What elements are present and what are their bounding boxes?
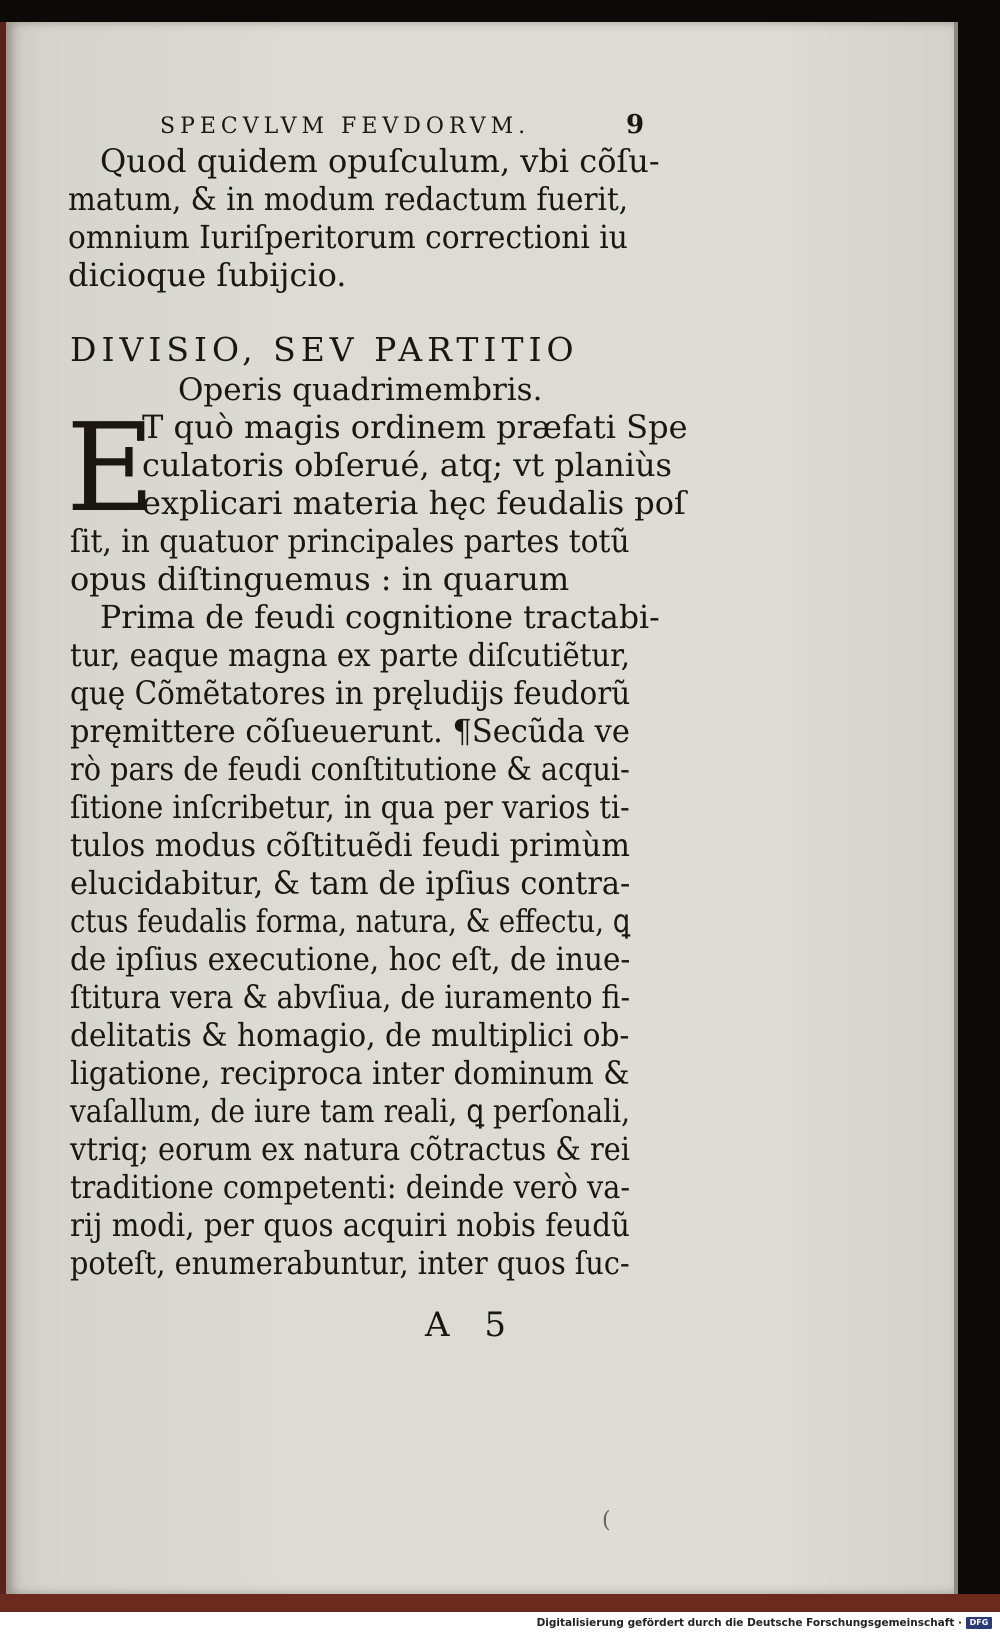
intro-line: matum, & in modum redactum fuerit,: [68, 180, 629, 218]
digitization-credit: Digitalisierung gefördert durch die Deutsche Forschungsgemeinschaft ·: [536, 1617, 962, 1629]
body-line: tur, eaque magna ex parte diſcutiẽtur,: [70, 636, 631, 674]
body-line: traditione competenti: deinde verò va-: [70, 1168, 631, 1206]
body-line: Prima de feudi cognitione tractabi-: [100, 598, 660, 636]
body-line: vtriq; eorum ex natura cõtractus & rei: [70, 1130, 631, 1168]
book-page: [6, 22, 958, 1594]
signature-mark: A 5: [425, 1305, 518, 1345]
intro-line: omnium Iuriſperitorum correctioni iu: [68, 218, 628, 256]
body-line: rij modi, per quos acquiri nobis feudũ: [70, 1206, 630, 1244]
dfg-logo: DFG: [966, 1617, 992, 1629]
body-line: quę Cõmẽtatores in pręludijs feudorũ: [70, 674, 631, 712]
body-line: T quò magis ordinem præfati Spe: [142, 408, 688, 446]
body-line: tulos modus cõſtituẽdi feudi primùm: [70, 826, 630, 864]
stray-ink-mark: (: [602, 1508, 611, 1533]
page-number: 9: [626, 110, 645, 140]
body-line: elucidabitur, & tam de ipſius contra-: [70, 864, 631, 902]
body-line: ſit, in quatuor principales partes totũ: [70, 522, 630, 560]
heading-title: DIVISIO, SEV PARTITIO: [70, 330, 579, 369]
heading-subtitle: Operis quadrimembris.: [178, 372, 543, 408]
page-bottom-edge: [0, 1594, 1000, 1612]
running-title: SPECVLVM FEVDORVM.: [160, 114, 531, 139]
body-line: ctus feudalis forma, natura, & effectu, ꝗ: [70, 902, 631, 940]
running-head: [160, 108, 650, 148]
intro-line: Quod quidem opuſculum, vbi cõſu-: [100, 142, 660, 180]
body-line: vaſallum, de iure tam reali, ꝗ perſonali,: [70, 1092, 631, 1130]
body-line: delitatis & homagio, de multiplici ob-: [70, 1016, 630, 1054]
body-line: de ipſius executione, hoc eſt, de inue-: [70, 940, 631, 978]
body-line: culatoris obſerué, atq; vt planiùs: [142, 446, 672, 484]
body-line: pręmittere cõſueuerunt. ¶Secũda ve: [70, 712, 630, 750]
body-line: rò pars de feudi conſtitutione & acqui-: [70, 750, 630, 788]
drop-cap-initial: E: [66, 397, 156, 539]
body-line: explicari materia hęc feudalis poſ: [142, 484, 686, 522]
body-line: ſtitura vera & abvſiua, de iuramento fi-: [70, 978, 631, 1016]
body-line: opus diſtinguemus : in quarum: [70, 560, 570, 598]
intro-line: dicioque ſubijcio.: [68, 256, 347, 294]
body-line: ligatione, reciproca inter dominum &: [70, 1054, 630, 1092]
body-line: poteſt, enumerabuntur, inter quos ſuc-: [70, 1244, 630, 1282]
body-line: ſitione inſcribetur, in qua per varios ti-: [70, 788, 630, 826]
